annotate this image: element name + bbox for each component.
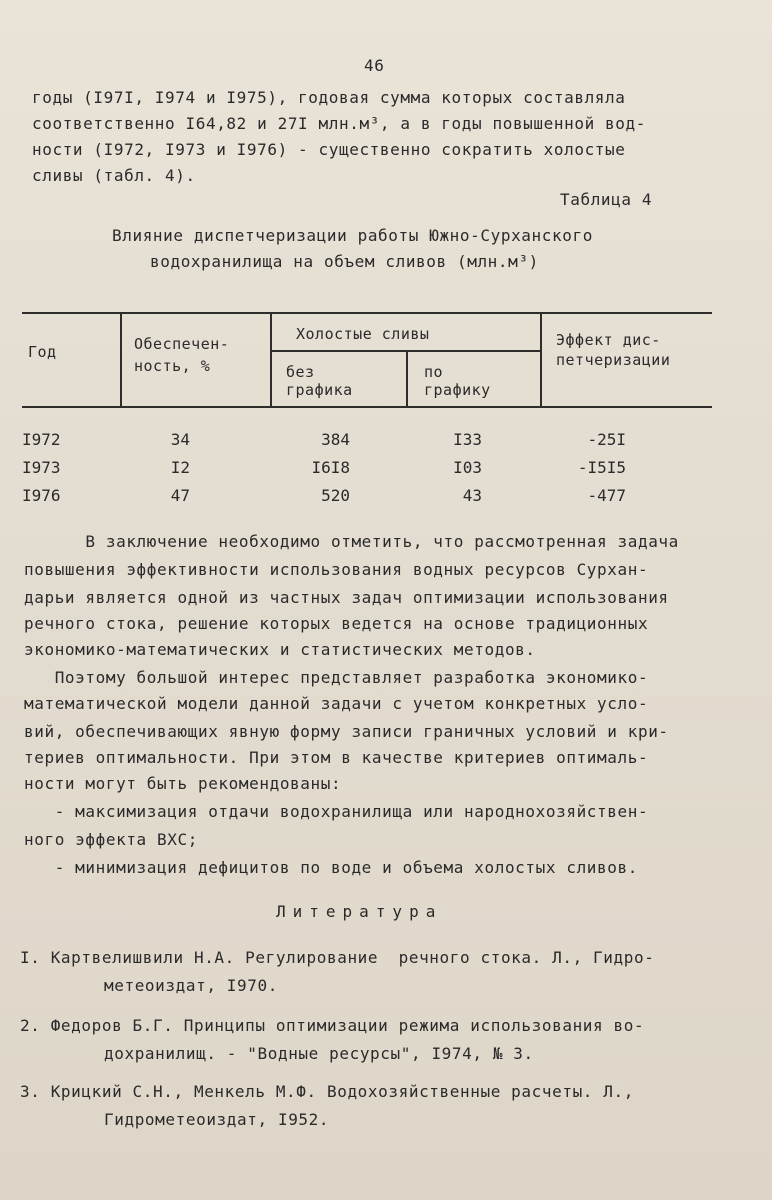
table-col-divider-3 xyxy=(406,352,408,406)
reference-3-line-2: Гидрометеоиздат, I952. xyxy=(104,1110,330,1129)
cell-effect: -I5I5 xyxy=(577,458,626,477)
header-no-schedule-line-1: без xyxy=(286,363,315,381)
body-line: ности могут быть рекомендованы: xyxy=(24,774,342,793)
header-supply-line-2: ность, % xyxy=(134,357,211,375)
reference-2-line-1: 2. Федоров Б.Г. Принципы оптимизации режима использования во- xyxy=(20,1016,645,1035)
reference-1-line-2: метеоиздат, I970. xyxy=(104,976,278,995)
reference-1-line-1: I. Картвелишвили Н.А. Регулирование речного стока. Л., Гидро- xyxy=(20,948,655,967)
body-line: повышения эффективности использования водных ресурсов Сурхан- xyxy=(24,560,649,579)
header-effect-line-2: петчеризации xyxy=(556,351,671,369)
header-supply-line-1: Обеспечен- xyxy=(134,335,230,353)
body-line: В заключение необходимо отметить, что рассмотренная задача xyxy=(24,532,679,551)
body-line: экономико-математических и статистических методов. xyxy=(24,640,536,659)
cell-supply: 47 xyxy=(170,486,190,505)
body-line: - минимизация дефицитов по воде и объема холостых сливов. xyxy=(24,858,638,877)
table-col-divider-2 xyxy=(270,314,272,406)
body-line: - максимизация отдачи водохранилища или народнохозяйствен- xyxy=(24,802,649,821)
table-header-bottom-rule xyxy=(22,406,712,408)
body-line: речного стока, решение которых ведется на основе традиционных xyxy=(24,614,649,633)
table-label: Таблица 4 xyxy=(560,190,653,209)
spills-subheader-rule xyxy=(270,350,540,352)
cell-year: I972 xyxy=(22,430,61,449)
body-line: вий, обеспечивающих явную форму записи граничных условий и кри- xyxy=(24,722,669,741)
cell-effect: -477 xyxy=(587,486,626,505)
intro-line-4: сливы (табл. 4). xyxy=(32,166,196,185)
cell-by-schedule: I33 xyxy=(453,430,482,449)
page-number: 46 xyxy=(364,56,385,75)
body-line: териев оптимальности. При этом в качестве критериев оптималь- xyxy=(24,748,649,767)
cell-no-schedule: 384 xyxy=(321,430,350,449)
cell-by-schedule: 43 xyxy=(462,486,482,505)
intro-line-1: годы (I97I, I974 и I975), годовая сумма которых составляла xyxy=(32,88,626,107)
cell-effect: -25I xyxy=(587,430,626,449)
cell-supply: I2 xyxy=(170,458,190,477)
body-line: ного эффекта ВХС; xyxy=(24,830,198,849)
cell-year: I973 xyxy=(22,458,61,477)
intro-line-3: ности (I972, I973 и I976) - существенно сократить холостые xyxy=(32,140,626,159)
cell-no-schedule: 520 xyxy=(321,486,350,505)
cell-supply: 34 xyxy=(170,430,190,449)
header-year: Год xyxy=(28,343,57,361)
reference-3-line-1: 3. Крицкий С.Н., Менкель М.Ф. Водохозяйственные расчеты. Л., xyxy=(20,1082,634,1101)
table-col-divider-1 xyxy=(120,314,122,406)
table-top-rule xyxy=(22,312,712,314)
table-col-divider-4 xyxy=(540,314,542,406)
header-effect-line-1: Эффект дис- xyxy=(556,331,661,349)
header-no-schedule-line-2: графика xyxy=(286,381,353,399)
reference-2-line-2: дохранилищ. - "Водные ресурсы", I974, № 3. xyxy=(104,1044,534,1063)
literature-heading: Литература xyxy=(276,902,443,921)
table-title-line-1: Влияние диспетчеризации работы Южно-Сурханского xyxy=(112,226,593,245)
body-line: Поэтому большой интерес представляет разработка экономико- xyxy=(24,668,649,687)
header-by-schedule-line-2: графику xyxy=(424,381,491,399)
intro-line-2: соответственно I64,82 и 27I млн.м³, а в годы повышенной вод- xyxy=(32,114,646,133)
cell-year: I976 xyxy=(22,486,61,505)
cell-by-schedule: I03 xyxy=(453,458,482,477)
body-line: математической модели данной задачи с учетом конкретных усло- xyxy=(24,694,649,713)
table-title-line-2: водохранилища на объем сливов (млн.м³) xyxy=(150,252,539,271)
header-spills: Холостые сливы xyxy=(296,325,430,343)
cell-no-schedule: I6I8 xyxy=(311,458,350,477)
body-line: дарьи является одной из частных задач оптимизации использования xyxy=(24,588,669,607)
header-by-schedule-line-1: по xyxy=(424,363,444,381)
